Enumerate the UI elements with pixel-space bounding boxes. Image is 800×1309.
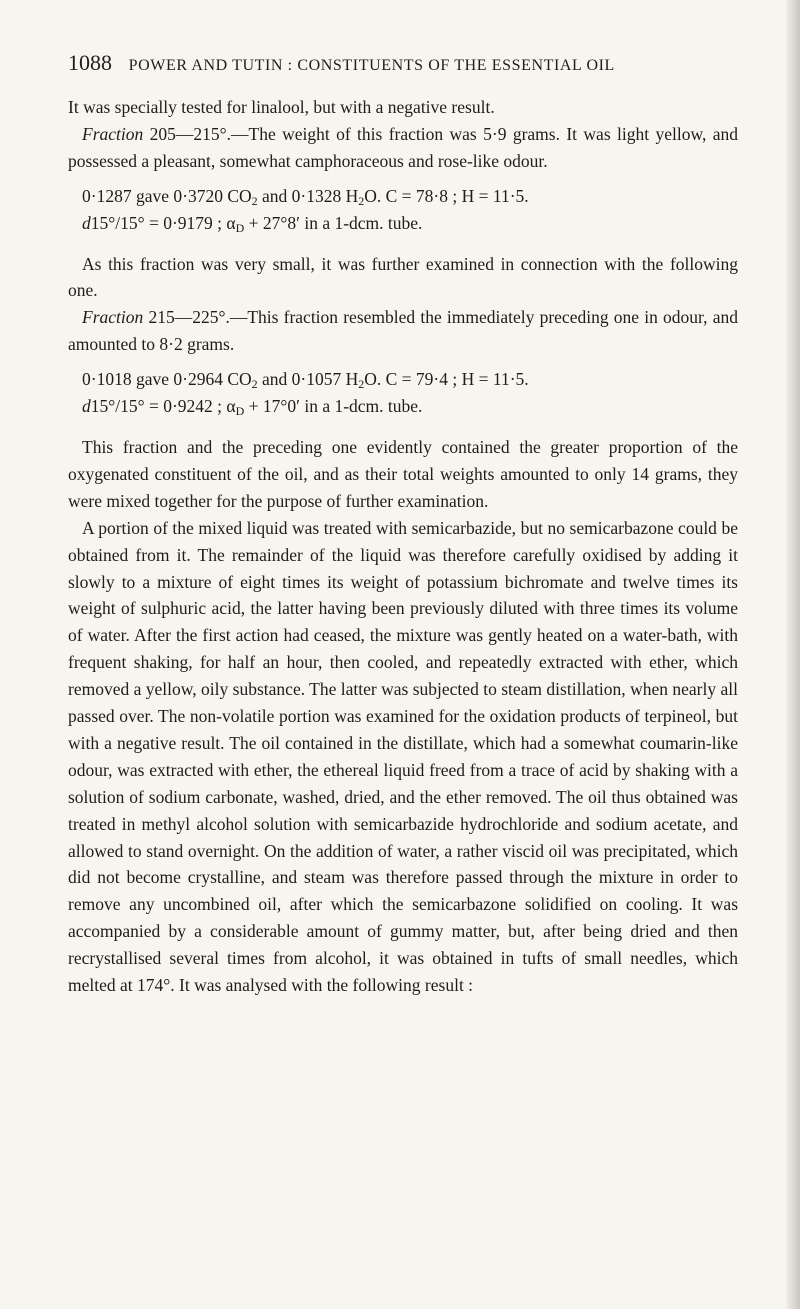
density-rotation-line: d15°/15° = 0·9242 ; $\alpha_D + 17^\circ 0'$ in a 1-dcm. tube.	[82, 396, 423, 419]
paragraph-oxidation-procedure: A portion of the mixed liquid was treated with semicarbazide, but no semicarbazone could be obtained from it. The remainder of the liquid was therefore carefully oxidised by adding it slowly to a mixture of eight times its weight of potassium bichromate and twelve times its weight of sulphuric acid, the latter having been previously diluted with three times its volume of water. After the first action had ceased, the mixture was gently heated on a water-bath, with frequent shaking, for half an hour, then cooled, and repeatedly extracted with ether, which removed a yellow, oily substance. The latter was subjected to steam distillation, when nearly all passed over. The non-volatile portion was examined for the oxidation products of terpineol, but with a negative result. The oil contained in the distillate, which had a somewhat coumarin-like odour, was extracted with ether, the ethereal liquid freed from a trace of acid by shaking with a solution of sodium carbonate, washed, dried, and the ether removed. The oil thus obtained was treated in methyl alcohol solution with semicarbazide hydrochloride and sodium acetate, and allowed to stand overnight. On the addition of water, a rather viscid oil was precipitated, which did not become crystalline, and steam was therefore passed through the mixture in order to remove any uncombined oil, after which the semicarbazone solidified on cooling. It was accompanied by a considerable amount of gummy matter, but, after being dried and then recrystallised several times from alcohol, it was obtained in tufts of small needles, which melted at 174°. It was analysed with the following result :	[68, 517, 738, 996]
paragraph-fraction-215: Fraction 215—225°.—This fraction resembled the immediately preceding one in odour, and amounted to 8·2 grams.	[68, 307, 738, 355]
analysis-fraction-205	[68, 183, 738, 237]
page-edge-shadow	[786, 0, 800, 1309]
paragraph-linalool-test: It was specially tested for linalool, but with a negative result.	[68, 97, 495, 117]
running-title: POWER AND TUTIN : CONSTITUENTS OF THE ESSENTIAL OIL	[128, 57, 615, 74]
paragraph-oxygenated-constituent: This fraction and the preceding one evidently contained the greater proportion of the oxygenated constituent of the oil, and as their total weights amounted to only 14 grams, they were mixed together for the purpose of further examination.	[68, 436, 738, 511]
page-body	[68, 94, 738, 999]
combustion-result-line: 0·1287 gave 0·3720 $CO_2$ and 0·1328 $H_2O$. C = 78·8 ; H = 11·5.	[82, 185, 529, 208]
paragraph-connection: As this fraction was very small, it was further examined in connection with the following one.	[68, 253, 738, 301]
page-number: 1088	[68, 50, 112, 75]
combustion-result-line: 0·1018 gave 0·2964 $CO_2$ and 0·1057 $H_2O$. C = 79·4 ; H = 11·5.	[82, 369, 529, 392]
running-header	[68, 50, 708, 76]
density-rotation-line: d15°/15° = 0·9179 ; $\alpha_D + 27^\circ 8'$ in a 1-dcm. tube.	[82, 212, 423, 235]
fraction-label: Fraction	[82, 307, 144, 328]
analysis-fraction-215	[68, 366, 738, 420]
fraction-label: Fraction	[82, 123, 144, 144]
paragraph-fraction-205: Fraction 205—215°.—The weight of this fraction was 5·9 grams. It was light yellow, and possessed a pleasant, somewhat camphoraceous and rose-like odour.	[68, 123, 738, 171]
